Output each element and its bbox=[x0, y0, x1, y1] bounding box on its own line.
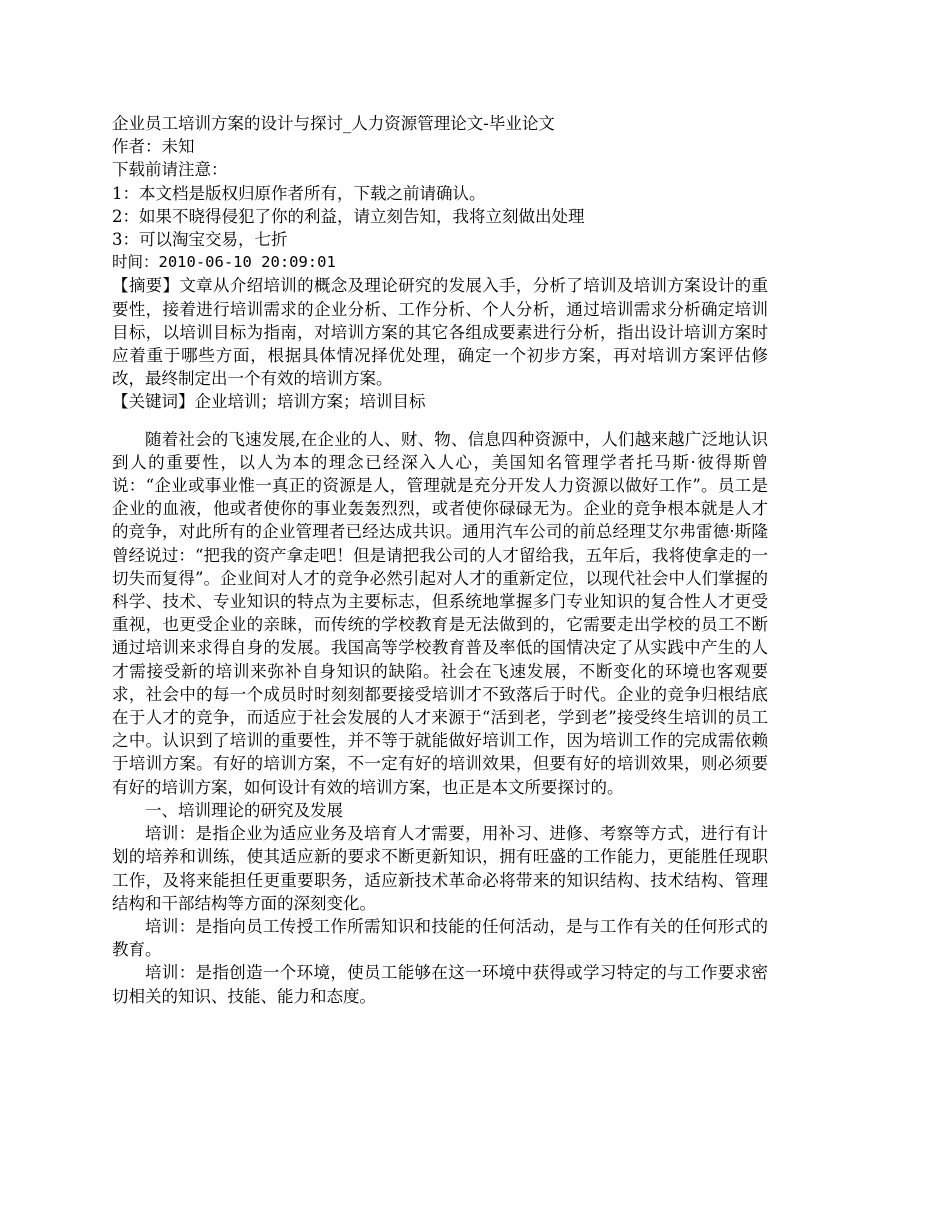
section-heading: 一、培训理论的研究及发展 bbox=[145, 800, 343, 820]
keywords-line: 【关键词】企业培训；培训方案；培训目标 bbox=[112, 392, 426, 412]
notice-heading: 下载前请注意： bbox=[112, 160, 228, 180]
notice-item: 2：如果不晓得侵犯了你的利益，请立刻告知，我将立刻做出处理 bbox=[112, 206, 585, 226]
definition-paragraph: 培训：是指向员工传授工作所需知识和技能的任何活动，是与工作有关的任何形式的教育。 bbox=[112, 916, 768, 960]
definition-paragraph: 培训：是指企业为适应业务及培育人才需要，用补习、进修、考察等方式，进行有计划的培养和训练，使其适应新的要求不断更新知识，拥有旺盛的工作能力，更能胜任现职工作，及将来能担任更重要职务，适应新技术革命必将带来的知识结构、技术结构、管理结构和干部结构等方面的深刻变化。 bbox=[112, 824, 768, 913]
document-time: 时间：2010-06-10 20:09:01 bbox=[112, 253, 336, 272]
intro-paragraph: 随着社会的飞速发展,在企业的人、财、物、信息四种资源中，人们越来越广泛地认识到人的重要性，以人为本的理念已经深入人心，美国知名管理学者托马斯·彼得斯曾说：“企业或事业惟一真正的资源是人，管理就是充分开发人力资源以做好工作”。员工是企业的血液，他或者使你的事业轰轰烈烈，或者使你碌碌无为。企业的竞争根本就是人才的竞争，对此所有的企业管理者已经达成共识。通用汽车公司的前总经理艾尔弗雷德·斯隆曾经说过：“把我的资产拿走吧！但是请把我公司的人才留给我，五年后，我将使拿走的一切失而复得”。企业间对人才的竞争必然引起对人才的重新定位，以现代社会中人们掌握的科学、技术、专业知识的特点为主要标志，但系统地掌握多门专业知识的复合性人才更受重视，也更受企业的亲睐，而传统的学校教育是无法做到的，它需要走出学校的员工不断通过培训来求得自身的发展。我国高等学校教育普及率低的国情决定了从实践中产生的人才需接受新的培训来弥补自身知识的缺陷。社会在飞速发展，不断变化的环境也客观要求，社会中的每一个成员时时刻刻都要接受培训才不致落后于时代。企业的竞争归根结底在于人才的竞争，而适应于社会发展的人才来源于“活到老，学到老”接受终生培训的员工之中。认识到了培训的重要性，并不等于就能做好培训工作，因为培训工作的完成需依赖于培训方案。有好的培训方案，不一定有好的培训效果，但要有好的培训效果，则必须要有好的培训方案，如何设计有效的培训方案，也正是本文所要探讨的。 bbox=[112, 429, 768, 797]
document-page bbox=[112, 112, 768, 1008]
notice-item: 1：本文档是版权归原作者所有，下载之前请确认。 bbox=[112, 183, 486, 203]
abstract-paragraph: 【摘要】文章从介绍培训的概念及理论研究的发展入手，分析了培训及培训方案设计的重要性，接着进行培训需求的企业分析、工作分析、个人分析，通过培训需求分析确定培训目标，以培训目标为指南，对培训方案的其它各组成要素进行分析，指出设计培训方案时应着重于哪些方面，根据具体情况择优处理，确定一个初步方案，再对培训方案评估修改，最终制定出一个有效的培训方案。 bbox=[112, 276, 768, 389]
document-author: 作者：未知 bbox=[112, 137, 195, 157]
notice-item: 3：可以淘宝交易，七折 bbox=[112, 230, 288, 250]
document-title: 企业员工培训方案的设计与探讨_人力资源管理论文-毕业论文 bbox=[112, 114, 555, 133]
definition-paragraph: 培训：是指创造一个环境，使员工能够在这一环境中获得或学习特定的与工作要求密切相关的知识、技能、能力和态度。 bbox=[112, 963, 768, 1006]
